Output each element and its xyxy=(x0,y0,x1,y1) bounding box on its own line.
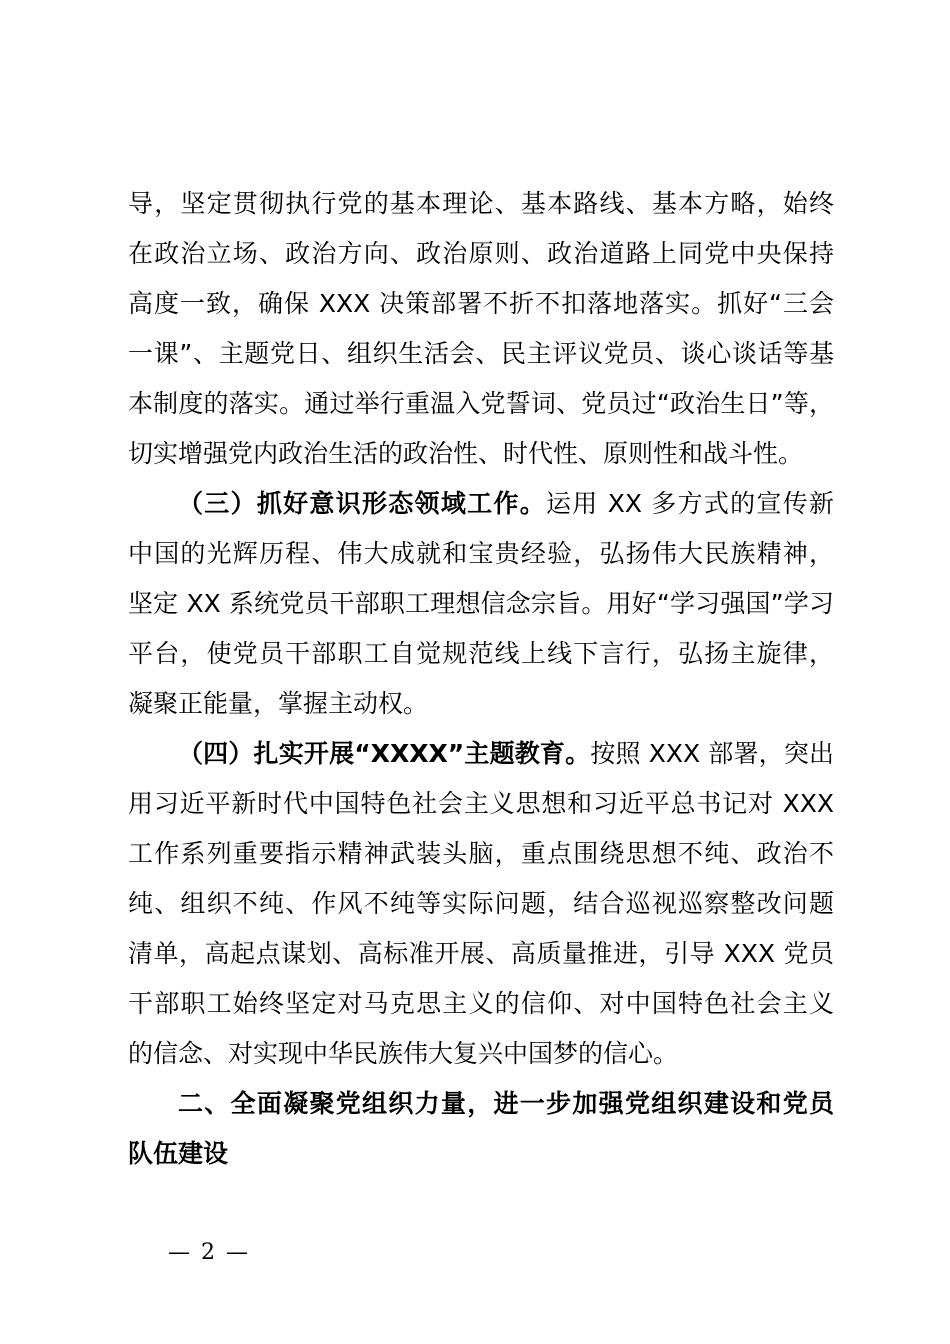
paragraph-line: 的信念、对实现中华民族伟大复兴中国梦的信心。 xyxy=(128,1039,679,1068)
paragraph-line: 工作系列重要指示精神武装头脑，重点围绕思想不纯、政治不 xyxy=(128,839,834,868)
paragraph-line: 用习近平新时代中国特色社会主义思想和习近平总书记对 XXX xyxy=(128,789,834,818)
paragraph-line: 坚定 XX 系统党员干部职工理想信念宗旨。用好“学习强国”学习 xyxy=(128,589,834,618)
paragraph-line: 平台，使党员干部职工自觉规范线上线下言行，弘扬主旋律， xyxy=(128,639,834,668)
paragraph-first-line xyxy=(178,486,834,522)
paragraph-line: 切实增强党内政治生活的政治性、时代性、原则性和战斗性。 xyxy=(128,439,804,468)
paragraph-line: 高度一致，确保 XXX 决策部署不折不扣落地落实。抓好“三会 xyxy=(128,289,834,318)
paragraph-line: 导，坚定贯彻执行党的基本理论、基本路线、基本方略，始终 xyxy=(128,189,834,218)
paragraph-line: 纯、组织不纯、作风不纯等实际问题，结合巡视巡察整改问题 xyxy=(128,889,834,918)
paragraph-first-line xyxy=(178,736,834,772)
paragraph-line: 在政治立场、政治方向、政治原则、政治道路上同党中央保持 xyxy=(128,239,834,268)
subsection-heading: （四）扎实开展“XXXX”主题教育。 xyxy=(178,739,591,768)
paragraph-text: 按照 XXX 部署，突出 xyxy=(590,739,834,768)
subsection-heading: （三）抓好意识形态领域工作。 xyxy=(178,489,546,518)
paragraph-line: 本制度的落实。通过举行重温入党誓词、党员过“政治生日”等， xyxy=(128,389,834,418)
paragraph-line: 中国的光辉历程、伟大成就和宝贵经验，弘扬伟大民族精神， xyxy=(128,539,834,568)
section-heading-continued: 队伍建设 xyxy=(128,1139,229,1168)
paragraph-line: 清单，高起点谋划、高标准开展、高质量推进，引导 XXX 党员 xyxy=(128,939,834,968)
page-number: — 2 — xyxy=(168,1240,250,1265)
paragraph-line: 凝聚正能量，掌握主动权。 xyxy=(128,689,429,718)
paragraph-text: 运用 XX 多方式的宣传新 xyxy=(545,489,834,518)
paragraph-line: 一课”、主题党日、组织生活会、民主评议党员、谈心谈话等基 xyxy=(128,339,834,368)
paragraph-line: 干部职工始终坚定对马克思主义的信仰、对中国特色社会主义 xyxy=(128,989,834,1018)
section-heading: 二、全面凝聚党组织力量，进一步加强党组织建设和党员 xyxy=(178,1089,834,1118)
